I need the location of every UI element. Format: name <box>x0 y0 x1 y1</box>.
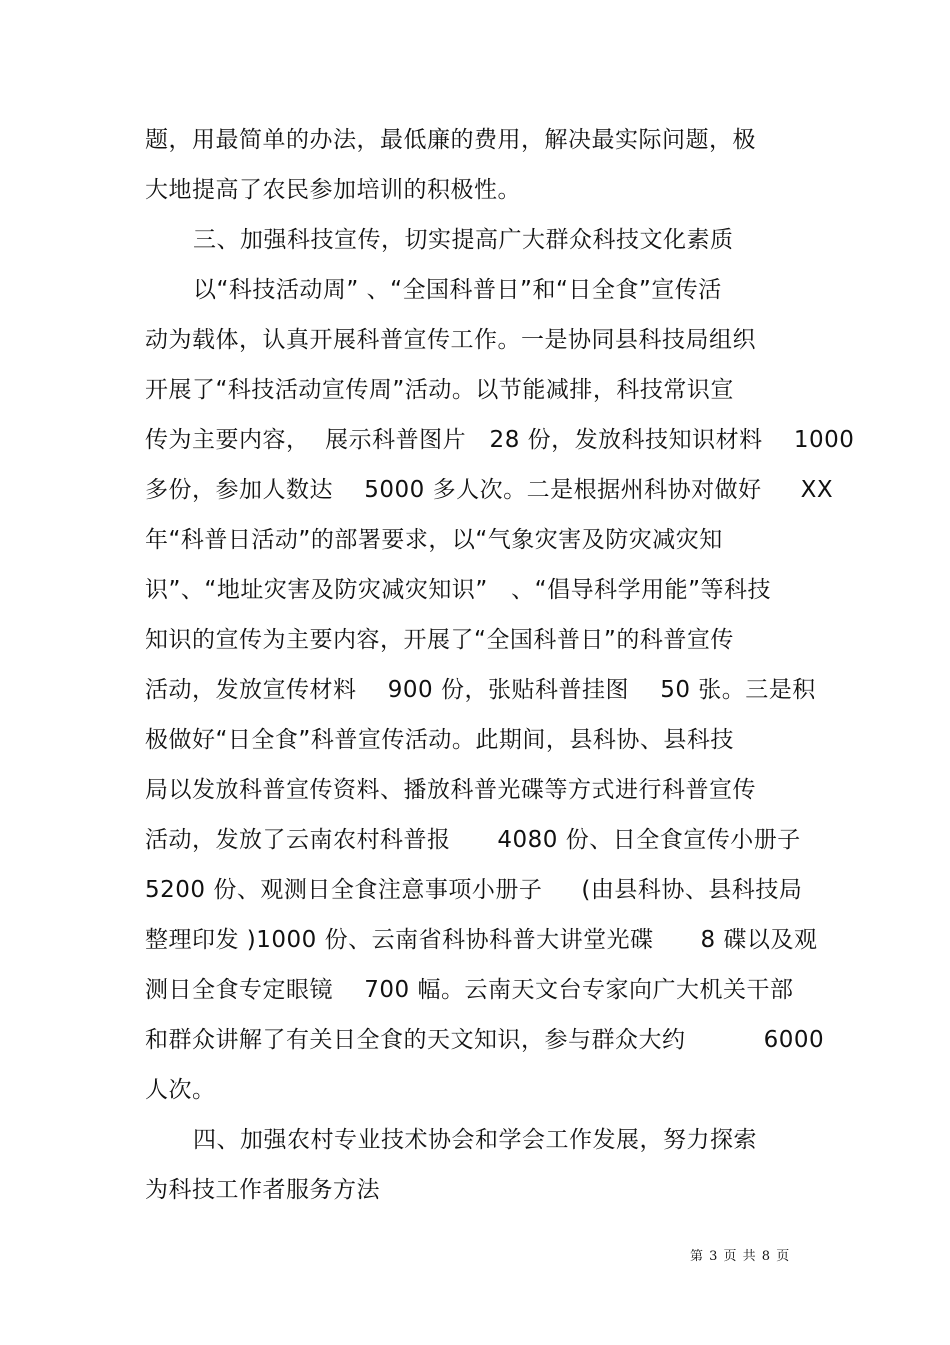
page-number-footer: 第 3 页 共 8 页 <box>690 1249 791 1264</box>
body-text-line: 传为主要内容， 展示科普图片 28 份，发放科技知识材料 1000 <box>145 427 855 453</box>
body-text-line: 动为载体，认真开展科普宣传工作。一是协同县科技局组织 <box>145 327 756 353</box>
body-text-line: 大地提高了农民参加培训的积极性。 <box>145 177 521 203</box>
body-text-line: 测日全食专定眼镜 700 幅。云南天文台专家向广大机关干部 <box>145 977 794 1003</box>
body-text-line: 识”、“地址灾害及防灾减灾知识” 、“倡导科学用能”等科技 <box>145 577 772 603</box>
section-heading: 四、加强农村专业技术协会和学会工作发展，努力探索 <box>193 1127 757 1153</box>
body-text-line: 整理印发 )1000 份、云南省科协科普大讲堂光碟 8 碟以及观 <box>145 927 818 953</box>
body-text-line: 以“科技活动周” 、“全国科普日”和“日全食”宣传活 <box>193 277 722 303</box>
body-text-line: 开展了“科技活动宣传周”活动。以节能减排，科技常识宣 <box>145 377 734 403</box>
body-text-line: 极做好“日全食”科普宣传活动。此期间，县科协、县科技 <box>145 727 734 753</box>
section-heading: 三、加强科技宣传，切实提高广大群众科技文化素质 <box>193 227 734 253</box>
body-text-line: 活动，发放宣传材料 900 份，张贴科普挂图 50 张。三是积 <box>145 677 816 703</box>
body-text-line: 局以发放科普宣传资料、播放科普光碟等方式进行科普宣传 <box>145 777 756 803</box>
body-text-line: 人次。 <box>145 1077 216 1103</box>
body-text-line: 知识的宣传为主要内容，开展了“全国科普日”的科普宣传 <box>145 627 734 653</box>
body-text-line: 多份，参加人数达 5000 多人次。二是根据州科协对做好 XX <box>145 477 834 503</box>
body-text-line: 和群众讲解了有关日全食的天文知识，参与群众大约 6000 <box>145 1027 825 1053</box>
body-text-line: 5200 份、观测日全食注意事项小册子 (由县科协、县科技局 <box>145 877 803 903</box>
section-heading-continuation: 为科技工作者服务方法 <box>145 1177 380 1203</box>
body-text-line: 题，用最简单的办法，最低廉的费用，解决最实际问题，极 <box>145 127 756 153</box>
body-text-line: 活动，发放了云南农村科普报 4080 份、日全食宣传小册子 <box>145 827 801 853</box>
body-text-line: 年“科普日活动”的部署要求，以“气象灾害及防灾减灾知 <box>145 527 723 553</box>
